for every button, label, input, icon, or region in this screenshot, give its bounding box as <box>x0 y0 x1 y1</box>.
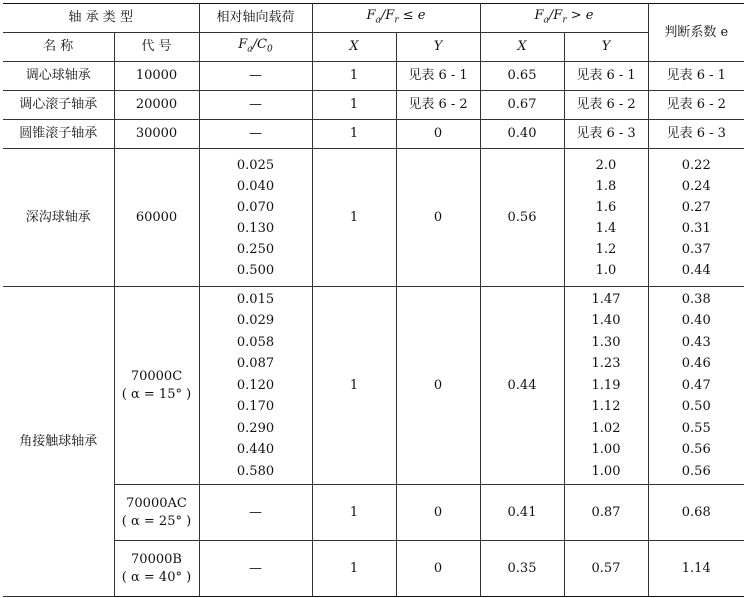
bearing-name: 调心滚子轴承 <box>3 91 114 120</box>
x-gt-e: 0.65 <box>480 62 564 91</box>
y-gt-e-list <box>564 149 648 287</box>
x-gt-e: 0.40 <box>480 120 564 149</box>
judgment-e: 0.55 <box>681 420 711 436</box>
y-le-e: 0 <box>396 149 480 287</box>
relative-load: 0.440 <box>236 442 275 458</box>
bearing-code: 10000 <box>114 62 199 91</box>
judgment-e: 0.56 <box>681 442 711 458</box>
y-gt-e: 见表 6 - 2 <box>564 91 648 120</box>
judgment-e: 0.46 <box>681 356 711 372</box>
relative-load-list <box>199 149 312 287</box>
y-gt-e: 1.2 <box>595 241 617 257</box>
header-code: 代 号 <box>114 33 199 62</box>
y-gt-e: 1.6 <box>595 199 617 215</box>
y-gt-e: 1.30 <box>591 334 621 350</box>
judgment-e-list <box>648 149 744 287</box>
relative-load-list <box>199 287 312 485</box>
header-y2: Y <box>564 33 648 62</box>
y-le-e: 0 <box>396 287 480 485</box>
x-gt-e: 0.44 <box>480 287 564 485</box>
bearing-code <box>114 541 199 597</box>
relative-load: 0.580 <box>236 463 275 479</box>
relative-load: — <box>199 62 312 91</box>
judgment-e: 0.40 <box>681 313 711 329</box>
relative-load: 0.290 <box>236 420 275 436</box>
row-self-aligning-ball <box>3 62 744 91</box>
bearing-name: 调心球轴承 <box>3 62 114 91</box>
relative-load: 0.029 <box>236 313 275 329</box>
judgment-e: 见表 6 - 3 <box>648 120 744 149</box>
x-le-e: 1 <box>312 541 396 597</box>
bearing-code: 60000 <box>114 149 199 287</box>
judgment-e: 0.47 <box>681 377 711 393</box>
judgment-e: 1.14 <box>648 541 744 597</box>
code-value: 70000C <box>130 368 183 384</box>
bearing-name: 圆锥滚子轴承 <box>3 120 114 149</box>
judgment-e: 0.31 <box>681 220 711 236</box>
y-gt-e: 1.19 <box>591 377 621 393</box>
y-le-e: 0 <box>396 541 480 597</box>
judgment-e: 见表 6 - 2 <box>648 91 744 120</box>
x-gt-e: 0.35 <box>480 541 564 597</box>
contact-angle: ( α = 15° ) <box>121 386 192 402</box>
row-tapered-roller <box>3 120 744 149</box>
bearing-name: 深沟球轴承 <box>3 149 114 287</box>
relative-load: 0.120 <box>236 377 275 393</box>
judgment-e: 0.22 <box>681 157 711 173</box>
x-gt-e: 0.56 <box>480 149 564 287</box>
header-y1: Y <box>396 33 480 62</box>
y-gt-e: 1.40 <box>591 313 621 329</box>
y-gt-e: 见表 6 - 1 <box>564 62 648 91</box>
judgment-e: 0.50 <box>681 399 711 415</box>
header-relative-axial-load: 相对轴向载荷 <box>199 4 312 33</box>
y-gt-e: 1.8 <box>595 178 617 194</box>
row-self-aligning-roller <box>3 91 744 120</box>
y-gt-e: 0.87 <box>564 485 648 541</box>
judgment-e: 0.68 <box>648 485 744 541</box>
row-angular-contact-40 <box>3 541 744 597</box>
relative-load: 0.025 <box>236 157 275 173</box>
header-condition-gt-e: $F_a/F_r > e$ <box>480 4 648 33</box>
x-le-e: 1 <box>312 287 396 485</box>
y-gt-e: 1.0 <box>595 262 617 278</box>
header-bearing-type: 轴 承 类 型 <box>3 4 199 33</box>
bearing-code <box>114 485 199 541</box>
bearing-code: 30000 <box>114 120 199 149</box>
relative-load: 0.058 <box>236 334 275 350</box>
header-x2: X <box>480 33 564 62</box>
header-judgment-coefficient: 判断系数 e <box>648 4 744 62</box>
header-name: 名 称 <box>3 33 114 62</box>
y-gt-e: 1.12 <box>591 399 621 415</box>
y-gt-e: 见表 6 - 3 <box>564 120 648 149</box>
x-le-e: 1 <box>312 62 396 91</box>
y-le-e: 见表 6 - 1 <box>396 62 480 91</box>
y-gt-e: 0.57 <box>564 541 648 597</box>
relative-load: — <box>199 91 312 120</box>
y-gt-e: 1.02 <box>591 420 621 436</box>
x-le-e: 1 <box>312 149 396 287</box>
relative-load: 0.170 <box>236 399 275 415</box>
bearing-name: 角接触球轴承 <box>3 287 114 597</box>
x-gt-e: 0.41 <box>480 485 564 541</box>
judgment-e: 0.24 <box>681 178 711 194</box>
relative-load: 0.250 <box>236 241 275 257</box>
header-x1: X <box>312 33 396 62</box>
y-gt-e: 2.0 <box>595 157 617 173</box>
code-value: 70000AC <box>126 495 187 511</box>
relative-load: 0.130 <box>236 220 275 236</box>
y-gt-e: 1.4 <box>595 220 617 236</box>
relative-load: 0.500 <box>236 262 275 278</box>
bearing-code <box>114 287 199 485</box>
x-le-e: 1 <box>312 485 396 541</box>
judgment-e: 0.44 <box>681 262 711 278</box>
judgment-e-list <box>648 287 744 485</box>
y-gt-e-list <box>564 287 648 485</box>
judgment-e: 0.43 <box>681 334 711 350</box>
header-condition-le-e: $F_a/F_r \le e$ <box>312 4 480 33</box>
y-gt-e: 1.47 <box>591 291 621 307</box>
x-le-e: 1 <box>312 120 396 149</box>
x-le-e: 1 <box>312 91 396 120</box>
y-gt-e: 1.00 <box>591 442 621 458</box>
judgment-e: 0.27 <box>681 199 711 215</box>
relative-load: 0.015 <box>236 291 275 307</box>
row-deep-groove-ball <box>3 149 744 287</box>
relative-load: — <box>199 120 312 149</box>
judgment-e: 见表 6 - 1 <box>648 62 744 91</box>
judgment-e: 0.56 <box>681 463 711 479</box>
judgment-e: 0.38 <box>681 291 711 307</box>
y-le-e: 见表 6 - 2 <box>396 91 480 120</box>
y-gt-e: 1.23 <box>591 356 621 372</box>
y-le-e: 0 <box>396 485 480 541</box>
contact-angle: ( α = 25° ) <box>121 513 192 529</box>
y-le-e: 0 <box>396 120 480 149</box>
relative-load: 0.070 <box>236 199 275 215</box>
bearing-code: 20000 <box>114 91 199 120</box>
relative-load: — <box>199 485 312 541</box>
relative-load: 0.087 <box>236 356 275 372</box>
code-value: 70000B <box>131 551 182 567</box>
header-fa-c0: $F_a/C_0$ <box>199 33 312 62</box>
relative-load: 0.040 <box>236 178 275 194</box>
row-angular-contact-25 <box>3 485 744 541</box>
judgment-e: 0.37 <box>681 241 711 257</box>
contact-angle: ( α = 40° ) <box>121 569 192 585</box>
bearing-load-factor-table <box>3 3 744 597</box>
row-angular-contact-15 <box>3 287 744 485</box>
x-gt-e: 0.67 <box>480 91 564 120</box>
relative-load: — <box>199 541 312 597</box>
y-gt-e: 1.00 <box>591 463 621 479</box>
